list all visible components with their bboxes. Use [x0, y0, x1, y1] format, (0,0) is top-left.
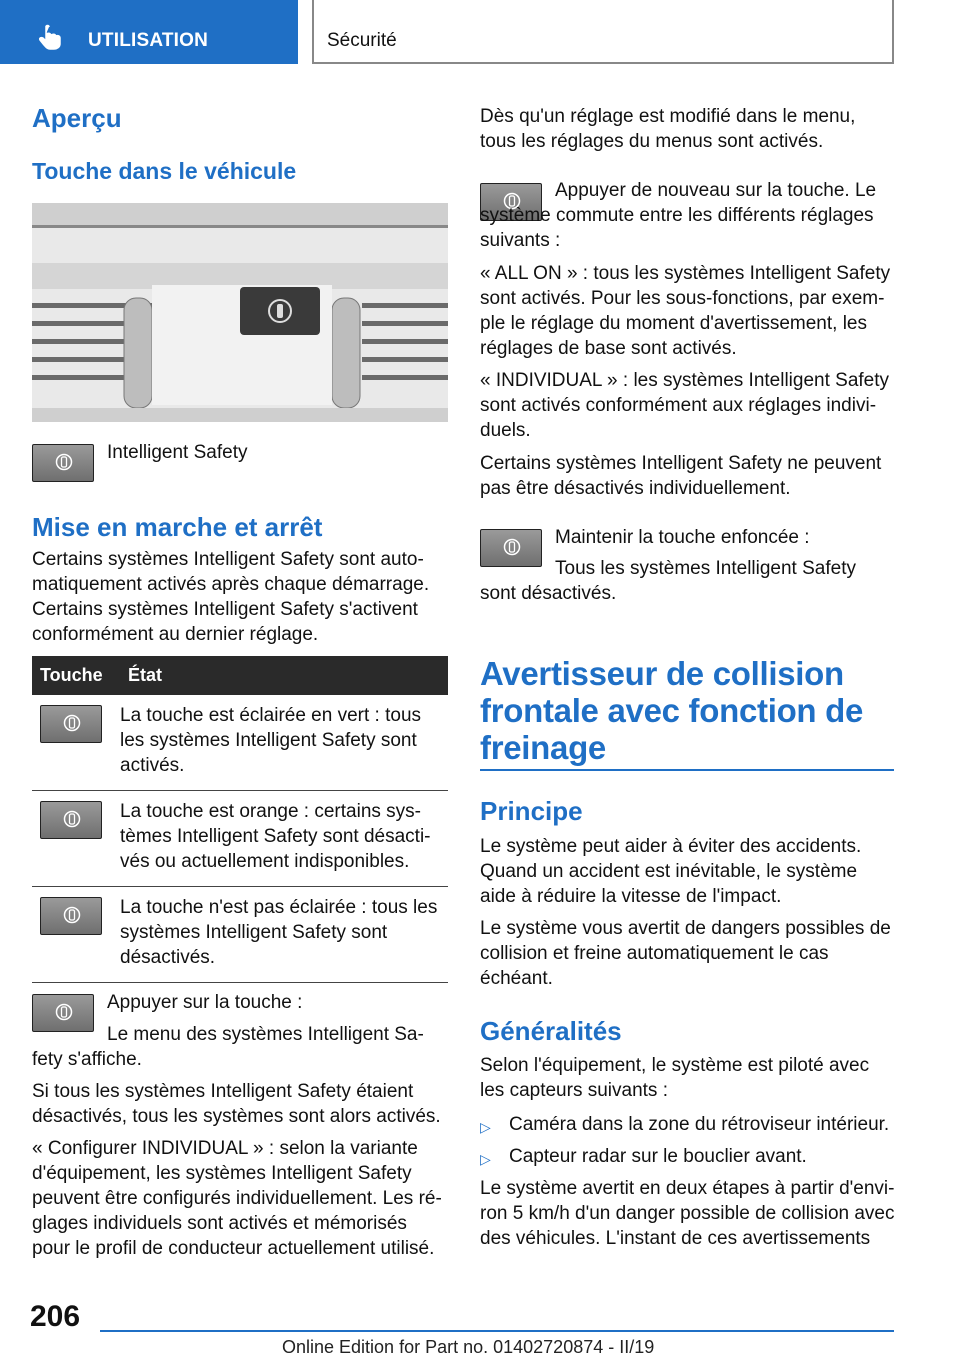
safety-icon	[63, 906, 81, 924]
table-row	[32, 791, 448, 887]
section-tab[interactable]	[0, 0, 298, 64]
page-title: Aperçu	[32, 103, 122, 133]
hand-pointer-icon	[38, 24, 66, 52]
safety-icon	[63, 810, 81, 828]
table-cell-state: La touche est orange : certains sys-tèmes Intelligent Safety sont désacti-vés ou actuellement indisponibles.	[120, 791, 448, 887]
paragraph: « Configurer INDIVIDUAL » : selon la variante d'équipement, les systèmes Intelligent Safety peuvent être configurés individuellement. Les ré-glages individuels sont activés et mémorisés pour le profil de conducteur actuellement utilisé.	[32, 1138, 442, 1259]
table-cell-state: La touche est éclairée en vert : tous les systèmes Intelligent Safety sont activés.	[120, 695, 448, 791]
paragraph: Le système avertit en deux étapes à partir d'envi-ron 5 km/h d'un danger possible de collision avec des véhicules. L'instant de ces avertissements	[480, 1178, 895, 1249]
bullet-triangle-icon: ▷	[480, 1151, 491, 1167]
paragraph: Le système vous avertit de dangers possibles de collision et freine automatiquement le cas échéant.	[480, 918, 891, 989]
hold-result: Tous les systèmes Intelligent Safety sont désactivés.	[480, 558, 856, 604]
vehicle-button-photo	[32, 203, 448, 422]
page-number: 206	[30, 1300, 81, 1333]
paragraph: Le système peut aider à éviter des accidents. Quand un accident est inévitable, le système aide à réduire la vitesse de l'impact.	[480, 836, 862, 907]
press-instruction: Appuyer sur la touche :	[107, 992, 303, 1013]
safety-icon	[503, 538, 521, 556]
safety-icon	[55, 453, 73, 471]
list-item-text: Capteur radar sur le bouclier avant.	[509, 1146, 807, 1167]
safety-icon	[63, 714, 81, 732]
button-off-image	[40, 897, 102, 935]
paragraph: Si tous les systèmes Intelligent Safety étaient désactivés, tous les systèmes sont alors activés.	[32, 1081, 441, 1127]
bullet-triangle-icon: ▷	[480, 1119, 491, 1135]
table-cell-state: La touche n'est pas éclairée : tous les systèmes Intelligent Safety sont désactivés.	[120, 887, 448, 983]
button-orange-image	[40, 801, 102, 839]
section-subtitle: Touche dans le véhicule	[32, 158, 297, 184]
paragraph: Selon l'équipement, le système est piloté avec les capteurs suivants :	[480, 1055, 870, 1101]
button-green-image	[40, 705, 102, 743]
table-row	[32, 695, 448, 791]
chapter-box	[312, 0, 894, 64]
section-title: UTILISATION	[88, 30, 209, 51]
collision-warning-title: Avertisseur de collision frontale avec fonction de freinage	[480, 655, 864, 766]
paragraph: « ALL ON » : tous les systèmes Intelligent Safety sont activés. Pour les sous-fonctions, par exem-ple le réglage du moment d'avertissement, les réglages de base sont activés.	[480, 263, 891, 359]
press-again-paragraph: Appuyer de nouveau sur la touche. Le système commute entre les différents réglages suivants :	[480, 180, 877, 251]
button-caption: Intelligent Safety	[107, 442, 248, 463]
title-rule	[480, 769, 894, 771]
table-row	[32, 887, 448, 983]
footer-rule	[100, 1330, 894, 1332]
table-header-etat: État	[120, 656, 448, 695]
generalites-heading: Généralités	[480, 1016, 622, 1046]
paragraph: Dès qu'un réglage est modifié dans le menu, tous les réglages du menus sont activés.	[480, 106, 856, 152]
table-header-touche: Touche	[32, 656, 120, 695]
edition-note: Online Edition for Part no. 01402720874 - II/19	[282, 1337, 655, 1357]
paragraph: « INDIVIDUAL » : les systèmes Intelligent Safety sont activés conformément aux réglages indivi-duels.	[480, 370, 890, 441]
heading-on-off: Mise en marche et arrêt	[32, 512, 323, 542]
press-result: Le menu des systèmes Intelligent Sa-fety s'affiche.	[32, 1024, 424, 1070]
list-item-text: Caméra dans la zone du rétroviseur intérieur.	[509, 1114, 890, 1135]
paragraph: Certains systèmes Intelligent Safety ne peuvent pas être désactivés individuellement.	[480, 453, 882, 499]
principe-heading: Principe	[480, 796, 583, 826]
intro-paragraph: Certains systèmes Intelligent Safety sont auto-matiquement activés après chaque démarrage. Certains systèmes Intelligent Safety s'activent conformément au dernier réglage.	[32, 549, 430, 645]
status-table	[32, 656, 448, 983]
intelligent-safety-button-image	[32, 444, 94, 482]
chapter-title: Sécurité	[327, 30, 397, 51]
safety-icon	[55, 1003, 73, 1021]
hold-instruction: Maintenir la touche enfoncée :	[555, 527, 810, 548]
